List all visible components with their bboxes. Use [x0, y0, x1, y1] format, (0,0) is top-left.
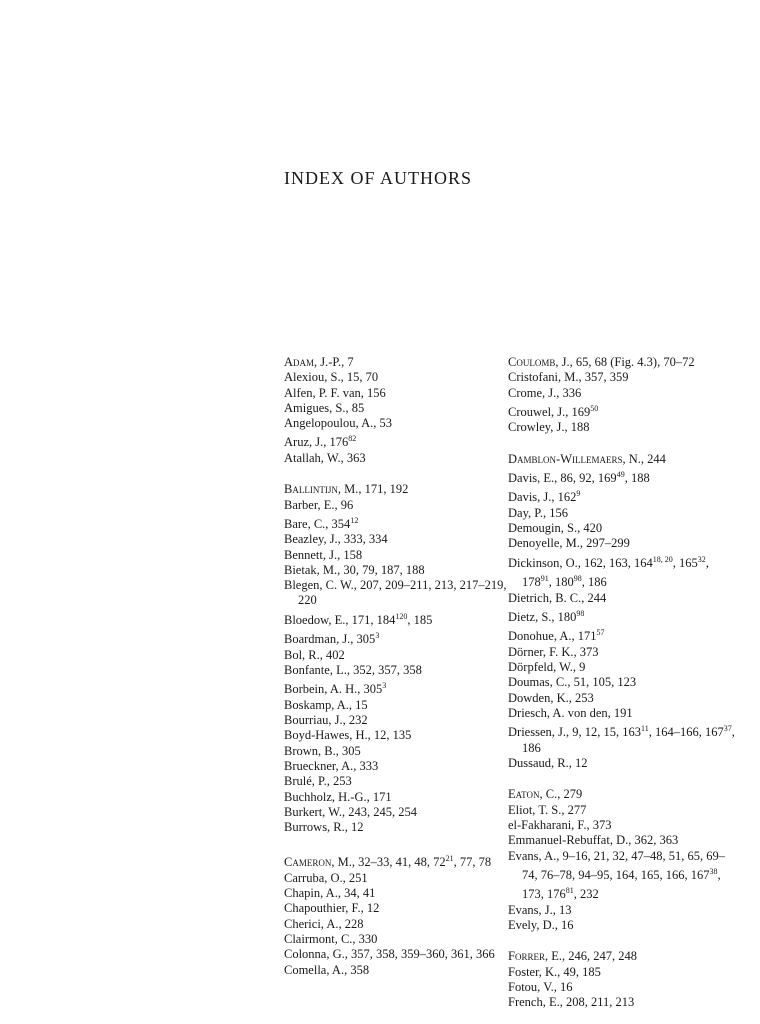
index-entry: [284, 548, 514, 563]
entry-text: Evans, A., 9–16, 21, 32, 47–48, 51, 65, 69–74, 76–78, 94–95, 164, 165, 166, 167: [508, 848, 726, 883]
index-entry: [284, 790, 514, 805]
entry-text: Comella, A., 358: [284, 962, 370, 977]
index-entry: [284, 871, 514, 886]
index-entry: [284, 759, 514, 774]
entry-text: Bietak, M., 30, 79, 187, 188: [284, 562, 425, 577]
entry-rest: , E., 246, 247, 248: [544, 949, 637, 964]
entry-text: Dörner, F. K., 373: [508, 644, 599, 659]
index-entry: [284, 901, 514, 916]
entry-text: Crowley, J., 188: [508, 420, 590, 435]
entry-text: French, E., 208, 211, 213: [508, 995, 635, 1010]
entry-text: Crome, J., 336: [508, 385, 582, 400]
entry-text: Alexiou, S., 15, 70: [284, 370, 379, 385]
index-entry: [284, 513, 514, 532]
entry-text: Doumas, C., 51, 105, 123: [508, 675, 637, 690]
index-entry: [284, 482, 514, 497]
index-entry: [284, 401, 514, 416]
index-entry: [508, 606, 738, 625]
entry-text: Davis, E., 86, 92, 169: [508, 471, 617, 486]
index-entry: [508, 691, 738, 706]
group-gap: [508, 771, 738, 787]
entry-rest: , M., 32–33, 41, 48, 72: [331, 855, 446, 870]
index-entry: [508, 452, 738, 467]
index-column-right: [508, 355, 738, 1011]
entry-text: Dietz, S., 180: [508, 610, 577, 625]
index-entry: [508, 506, 738, 521]
group-gap: [508, 436, 738, 452]
index-entry: [284, 663, 514, 678]
index-entry: [284, 563, 514, 578]
index-entry: [508, 980, 738, 995]
entry-text: Brulé, P., 253: [284, 774, 352, 789]
entry-text: Carruba, O., 251: [284, 870, 368, 885]
entry-text: Brueckner, A., 333: [284, 758, 379, 773]
index-entry: [508, 386, 738, 401]
footnote-ref: 81: [565, 886, 574, 896]
index-entry: [284, 744, 514, 759]
footnote-ref: 3: [382, 681, 387, 691]
entry-text: Dowden, K., 253: [508, 690, 594, 705]
index-entry: [284, 532, 514, 547]
entry-text: Barber, E., 96: [284, 497, 354, 512]
entry-text: Amigues, S., 85: [284, 400, 365, 415]
entry-text: , 186: [522, 725, 735, 755]
index-entry: [508, 660, 738, 675]
index-entry: [508, 903, 738, 918]
footnote-ref: 12: [350, 515, 359, 525]
index-entry: [284, 805, 514, 820]
entry-text: [508, 452, 666, 466]
index-entry: [508, 675, 738, 690]
entry-text: Bare, C., 354: [284, 516, 351, 531]
footnote-ref: 98: [573, 574, 582, 584]
entry-text: Donohue, A., 171: [508, 629, 597, 644]
entry-rest: , N., 244: [622, 451, 666, 466]
entry-rest: , J., 65, 68 (Fig. 4.3), 70–72: [555, 355, 695, 369]
footnote-ref: 11: [640, 724, 649, 734]
index-entry: [508, 355, 738, 370]
entry-text: Cherici, A., 228: [284, 916, 364, 931]
entry-text: [508, 355, 695, 369]
entry-text: Davis, J., 162: [508, 490, 577, 505]
entry-text: Burrows, R., 12: [284, 820, 364, 835]
entry-text: Bloedow, E., 171, 184: [284, 612, 396, 627]
entry-text: [284, 355, 354, 369]
index-entry: [508, 833, 738, 848]
index-entry: [284, 774, 514, 789]
entry-text: Day, P., 156: [508, 505, 568, 520]
footnote-ref: 50: [590, 403, 599, 413]
index-entry: [508, 370, 738, 385]
footnote-ref: 3: [375, 631, 380, 641]
entry-text: Brown, B., 305: [284, 743, 361, 758]
index-entry: [508, 591, 738, 606]
entry-text: Bourriau, J., 232: [284, 713, 368, 728]
index-entry: [284, 628, 514, 647]
entry-text: , 164–166, 167: [648, 725, 724, 740]
entry-text: Boskamp, A., 15: [284, 697, 368, 712]
index-entry: [508, 965, 738, 980]
entry-text: Dörpfeld, W., 9: [508, 660, 586, 675]
group-gap: [284, 835, 514, 851]
index-entry: [508, 486, 738, 505]
entry-text: , 232: [573, 887, 599, 902]
footnote-ref: 49: [616, 469, 625, 479]
entry-text: Dickinson, O., 162, 163, 164: [508, 555, 653, 570]
index-entry: [284, 578, 514, 609]
index-entry: [284, 370, 514, 385]
footnote-ref: 9: [576, 489, 581, 499]
group-gap: [284, 466, 514, 482]
footnote-ref: 32: [697, 554, 706, 564]
entry-text: Bonfante, L., 352, 357, 358: [284, 662, 422, 677]
index-entry: [284, 678, 514, 697]
entry-text: Cristofani, M., 357, 359: [508, 370, 629, 385]
index-entry: [284, 917, 514, 932]
entry-text: Driessen, J., 9, 12, 15, 163: [508, 725, 641, 740]
index-entry: [284, 932, 514, 947]
index-entry: [508, 467, 738, 486]
entry-text: Clairmont, C., 330: [284, 932, 378, 947]
entry-rest: , M., 171, 192: [337, 482, 409, 497]
entry-text: [284, 482, 408, 496]
entry-text: Foster, K., 49, 185: [508, 964, 601, 979]
index-entry: [284, 851, 514, 870]
index-entry: [284, 355, 514, 370]
entry-text: Dussaud, R., 12: [508, 756, 588, 771]
index-entry: [284, 451, 514, 466]
footnote-ref: 18, 20: [652, 554, 673, 564]
index-entry: [284, 498, 514, 513]
entry-text: Eliot, T. S., 277: [508, 802, 587, 817]
index-entry: [508, 420, 738, 435]
index-entry: [508, 706, 738, 721]
index-entry: [508, 803, 738, 818]
index-entry: [284, 416, 514, 431]
index-entry: [508, 949, 738, 964]
entry-text: el-Fakharani, F., 373: [508, 817, 612, 832]
footnote-ref: 21: [445, 854, 454, 864]
entry-text: Fotou, V., 16: [508, 979, 573, 994]
index-entry: [284, 713, 514, 728]
index-entry: [284, 820, 514, 835]
entry-surname: Adam: [284, 355, 315, 369]
entry-text: Evans, J., 13: [508, 902, 572, 917]
entry-surname: Damblon-Willemaers: [508, 451, 623, 466]
entry-text: Chapouthier, F., 12: [284, 901, 380, 916]
entry-text: Aruz, J., 176: [284, 435, 349, 450]
footnote-ref: 98: [576, 608, 585, 618]
index-column-left: [284, 355, 514, 978]
footnote-ref: 57: [596, 628, 605, 638]
footnote-ref: 38: [709, 866, 718, 876]
entry-text: [508, 949, 637, 963]
entry-text: , 165: [672, 555, 698, 570]
index-entry: [508, 849, 738, 903]
entry-text: Bennett, J., 158: [284, 547, 363, 562]
entry-text: Boyd-Hawes, H., 12, 135: [284, 728, 412, 743]
index-entry: [508, 787, 738, 802]
index-entry: [284, 886, 514, 901]
entry-surname: Coulomb: [508, 355, 556, 369]
entry-rest: , C., 279: [539, 787, 583, 802]
footnote-ref: 82: [348, 434, 357, 444]
entry-text: Emmanuel-Rebuffat, D., 362, 363: [508, 833, 679, 848]
footnote-ref: 37: [723, 724, 732, 734]
entry-text: Bol, R., 402: [284, 647, 345, 662]
index-entry: [508, 521, 738, 536]
entry-surname: Ballintijn: [284, 482, 338, 497]
entry-text: Colonna, G., 357, 358, 359–360, 361, 366: [284, 947, 495, 962]
entry-text: Driesch, A. von den, 191: [508, 706, 633, 721]
entry-rest: , J.-P., 7: [314, 355, 354, 369]
entry-text: , 77, 78: [453, 855, 492, 870]
footnote-ref: 120: [395, 611, 408, 621]
entry-text: Boardman, J., 305: [284, 632, 376, 647]
index-entry: [284, 609, 514, 628]
entry-text: , 180: [548, 575, 574, 590]
index-entry: [508, 995, 738, 1010]
entry-text: [508, 787, 582, 801]
index-entry: [508, 918, 738, 933]
entry-text: , 188: [624, 471, 650, 486]
entry-text: , 178: [522, 555, 709, 590]
entry-text: Chapin, A., 34, 41: [284, 886, 376, 901]
footnote-ref: 91: [540, 574, 549, 584]
group-gap: [508, 933, 738, 949]
entry-text: Beazley, J., 333, 334: [284, 532, 388, 547]
index-entry: [284, 947, 514, 962]
index-entry: [508, 756, 738, 771]
entry-text: Denoyelle, M., 297–299: [508, 536, 630, 551]
index-entry: [284, 728, 514, 743]
index-entry: [508, 818, 738, 833]
index-entry: [508, 645, 738, 660]
entry-text: Burkert, W., 243, 245, 254: [284, 804, 417, 819]
entry-text: Blegen, C. W., 207, 209–211, 213, 217–219, 220: [284, 578, 507, 608]
index-entry: [284, 963, 514, 978]
index-entry: [508, 536, 738, 551]
entry-text: Atallah, W., 363: [284, 450, 366, 465]
index-entry: [284, 431, 514, 450]
entry-text: Angelopoulou, A., 53: [284, 416, 392, 431]
entry-text: Borbein, A. H., 305: [284, 682, 383, 697]
index-entry: [508, 625, 738, 644]
entry-text: , 186: [581, 575, 607, 590]
entry-surname: Cameron: [284, 855, 332, 870]
entry-text: , 173, 176: [522, 868, 721, 902]
entry-text: , 185: [407, 612, 433, 627]
index-entry: [284, 698, 514, 713]
index-entry: [508, 401, 738, 420]
entry-text: Demougin, S., 420: [508, 521, 603, 536]
index-entry: [508, 552, 738, 591]
index-entry: [508, 721, 738, 756]
index-entry: [284, 386, 514, 401]
entry-text: Evely, D., 16: [508, 918, 574, 933]
entry-text: Buchholz, H.-G., 171: [284, 789, 392, 804]
entry-text: [284, 856, 446, 870]
entry-surname: Eaton: [508, 787, 540, 802]
entry-text: Dietrich, B. C., 244: [508, 590, 607, 605]
page-title: INDEX OF AUTHORS: [284, 168, 473, 188]
entry-text: Crouwel, J., 169: [508, 405, 591, 420]
entry-surname: Forrer: [508, 949, 545, 964]
index-entry: [284, 648, 514, 663]
entry-text: Alfen, P. F. van, 156: [284, 385, 386, 400]
